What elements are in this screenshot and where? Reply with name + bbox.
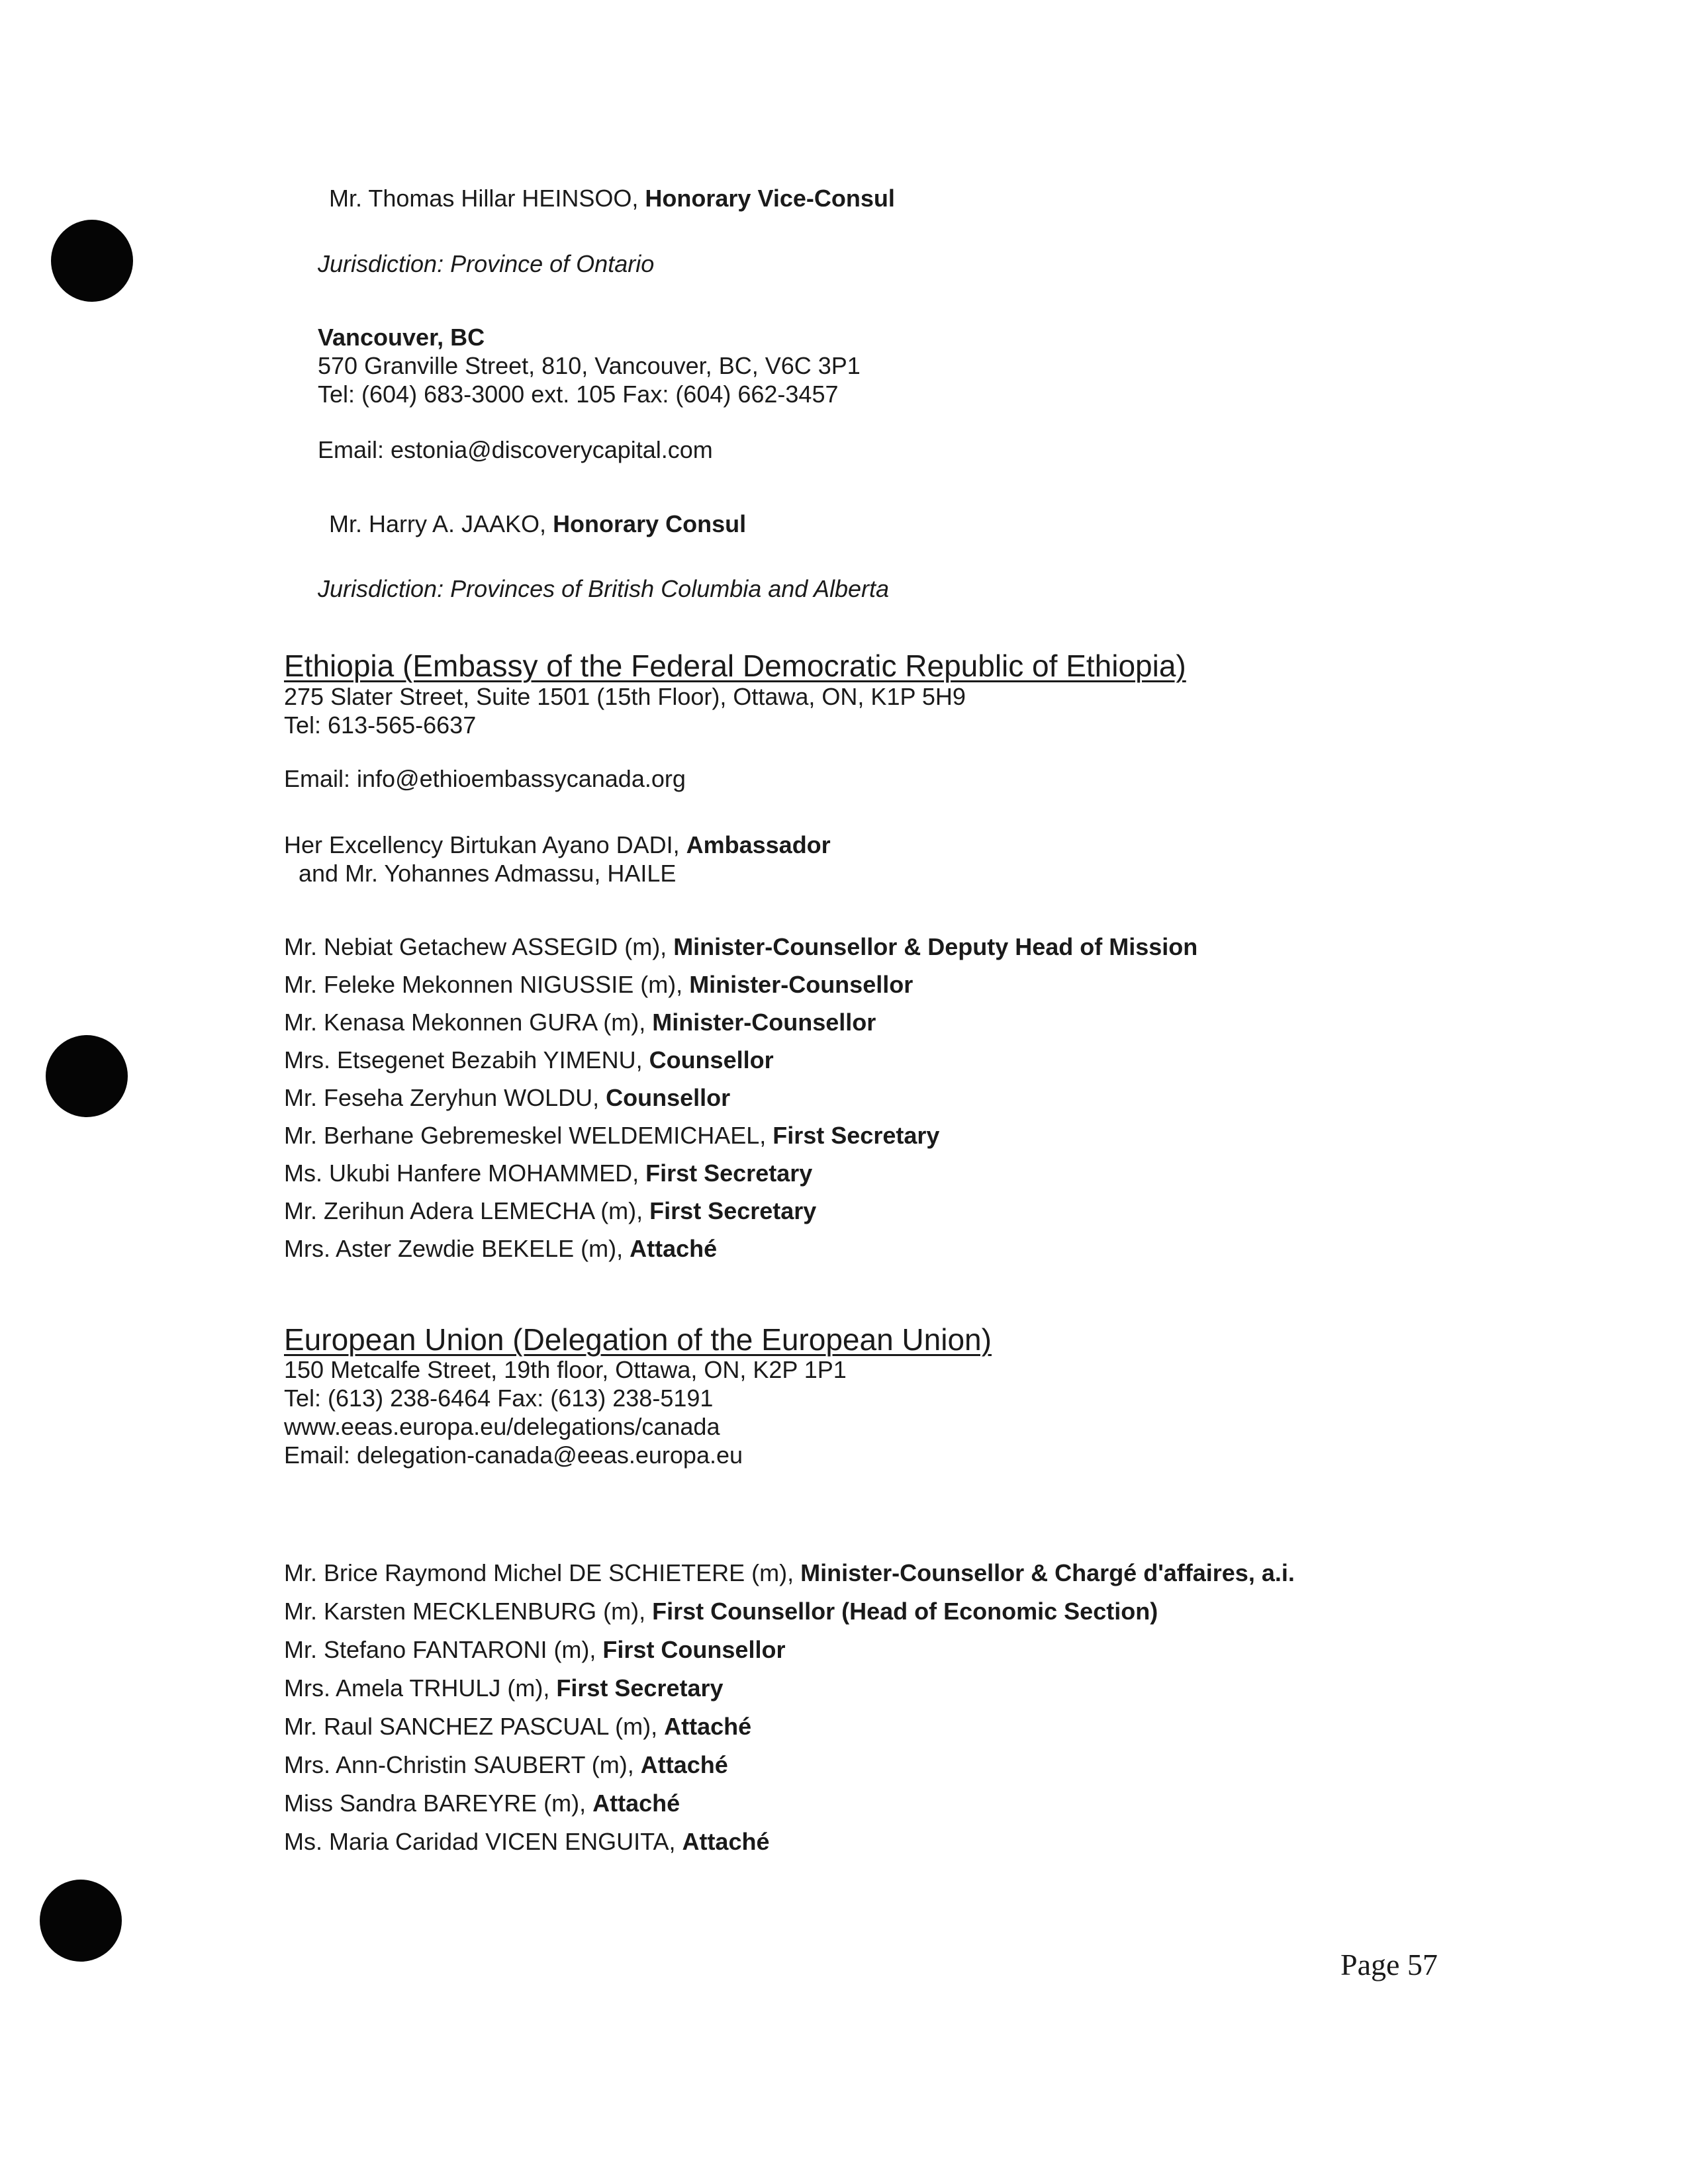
page-number: Page 57 (1340, 1948, 1438, 1981)
staff-title: Attaché (682, 1828, 770, 1855)
staff-name: Mr. Feleke Mekonnen NIGUSSIE (m), (284, 971, 690, 998)
street-address: 275 Slater Street, Suite 1501 (15th Floor), Ottawa, ON, K1P 5H9 (284, 683, 966, 710)
staff-title: Attaché (640, 1751, 728, 1778)
staff-name: Mr. Nebiat Getachew ASSEGID (m), (284, 933, 674, 960)
staff-title: First Counsellor (602, 1636, 786, 1663)
staff-name: Mr. Karsten MECKLENBURG (m), (284, 1598, 653, 1625)
phone-fax: Tel: (613) 238-6464 Fax: (613) 238-5191 (284, 1385, 714, 1412)
staff-name: Mr. Raul SANCHEZ PASCUAL (m), (284, 1713, 665, 1740)
jurisdiction-bc-alberta: Jurisdiction: Provinces of British Columbia and Alberta (318, 575, 890, 602)
staff-title: Attaché (664, 1713, 752, 1740)
staff-title: First Secretary (773, 1122, 940, 1149)
honorary-consul-entry (329, 510, 746, 538)
staff-entry (284, 1197, 816, 1225)
eu-address (284, 1355, 847, 1469)
phone: Tel: 613-565-6637 (284, 711, 477, 739)
ethiopia-address (284, 682, 966, 739)
staff-title: First Secretary (556, 1674, 724, 1702)
staff-entry (284, 1713, 751, 1741)
staff-entry (284, 1046, 774, 1074)
ethiopia-email: Email: info@ethioembassycanada.org (284, 765, 686, 792)
staff-title: Ambassador (686, 831, 831, 858)
punch-hole-top (51, 220, 133, 302)
staff-entry (284, 1160, 812, 1187)
staff-entry (284, 1828, 769, 1856)
staff-entry (284, 1122, 939, 1150)
staff-title: First Secretary (645, 1160, 813, 1187)
street-address: 150 Metcalfe Street, 19th floor, Ottawa, ON, K2P 1P1 (284, 1356, 847, 1383)
ambassador-entry (284, 831, 831, 859)
staff-title: First Counsellor (Head of Economic Section) (652, 1598, 1158, 1625)
staff-name: Ms. Ukubi Hanfere MOHAMMED, (284, 1160, 646, 1187)
staff-title: Attaché (630, 1235, 718, 1262)
staff-name: Mr. Harry A. JAAKO, (329, 510, 553, 537)
staff-title: Minister-Counsellor & Chargé d'affaires, a.i. (800, 1559, 1295, 1586)
staff-name: Mr. Kenasa Mekonnen GURA (m), (284, 1009, 653, 1036)
jurisdiction-ontario: Jurisdiction: Province of Ontario (318, 250, 655, 277)
staff-name: Ms. Maria Caridad VICEN ENGUITA, (284, 1828, 682, 1855)
staff-title: Counsellor (606, 1084, 731, 1111)
vancouver-consulate-address (318, 323, 861, 408)
staff-name: Mr. Thomas Hillar HEINSOO, (329, 185, 645, 212)
staff-title: Minister-Counsellor (689, 971, 914, 998)
ambassador-spouse: and Mr. Yohannes Admassu, HAILE (299, 860, 677, 887)
staff-name: Her Excellency Birtukan Ayano DADI, (284, 831, 686, 858)
staff-title: Counsellor (649, 1046, 774, 1073)
staff-name: Miss Sandra BAREYRE (m), (284, 1790, 593, 1817)
staff-entry (284, 1235, 717, 1263)
vancouver-email: Email: estonia@discoverycapital.com (318, 436, 713, 463)
staff-name: Mr. Stefano FANTARONI (m), (284, 1636, 603, 1663)
staff-name: Mrs. Ann-Christin SAUBERT (m), (284, 1751, 641, 1778)
staff-entry (284, 1559, 1295, 1587)
staff-name: Mr. Brice Raymond Michel DE SCHIETERE (m), (284, 1559, 801, 1586)
punch-hole-bottom (40, 1880, 122, 1962)
honorary-vice-consul-entry (329, 185, 895, 212)
staff-entry (284, 1598, 1158, 1625)
staff-entry (284, 1009, 876, 1036)
staff-name: Mr. Berhane Gebremeskel WELDEMICHAEL, (284, 1122, 773, 1149)
staff-entry (284, 933, 1197, 961)
staff-title: Attaché (592, 1790, 680, 1817)
website-link: www.eeas.europa.eu/delegations/canada (284, 1413, 720, 1440)
staff-name: Mrs. Aster Zewdie BEKELE (m), (284, 1235, 630, 1262)
staff-title: Minister-Counsellor & Deputy Head of Mission (673, 933, 1198, 960)
staff-name: Mr. Zerihun Adera LEMECHA (m), (284, 1197, 650, 1224)
staff-title: Honorary Consul (553, 510, 747, 537)
city-heading: Vancouver, BC (318, 324, 485, 351)
staff-entry (284, 1674, 724, 1702)
street-address: 570 Granville Street, 810, Vancouver, BC, V6C 3P1 (318, 352, 861, 379)
staff-name: Mrs. Etsegenet Bezabih YIMENU, (284, 1046, 649, 1073)
staff-entry (284, 1636, 785, 1664)
email: Email: delegation-canada@eeas.europa.eu (284, 1441, 743, 1469)
punch-hole-middle (46, 1035, 128, 1117)
staff-title: First Secretary (649, 1197, 817, 1224)
section-heading-ethiopia: Ethiopia (Embassy of the Federal Democratic Republic of Ethiopia) (284, 649, 1186, 683)
staff-entry (284, 1084, 730, 1112)
staff-entry (284, 1751, 728, 1779)
staff-title: Minister-Counsellor (652, 1009, 876, 1036)
staff-name: Mrs. Amela TRHULJ (m), (284, 1674, 557, 1702)
staff-entry (284, 971, 913, 999)
section-heading-european-union: European Union (Delegation of the European Union) (284, 1322, 992, 1357)
staff-name: Mr. Feseha Zeryhun WOLDU, (284, 1084, 606, 1111)
staff-title: Honorary Vice-Consul (645, 185, 895, 212)
phone-fax: Tel: (604) 683-3000 ext. 105 Fax: (604) 662-3457 (318, 381, 839, 408)
staff-entry (284, 1790, 680, 1817)
